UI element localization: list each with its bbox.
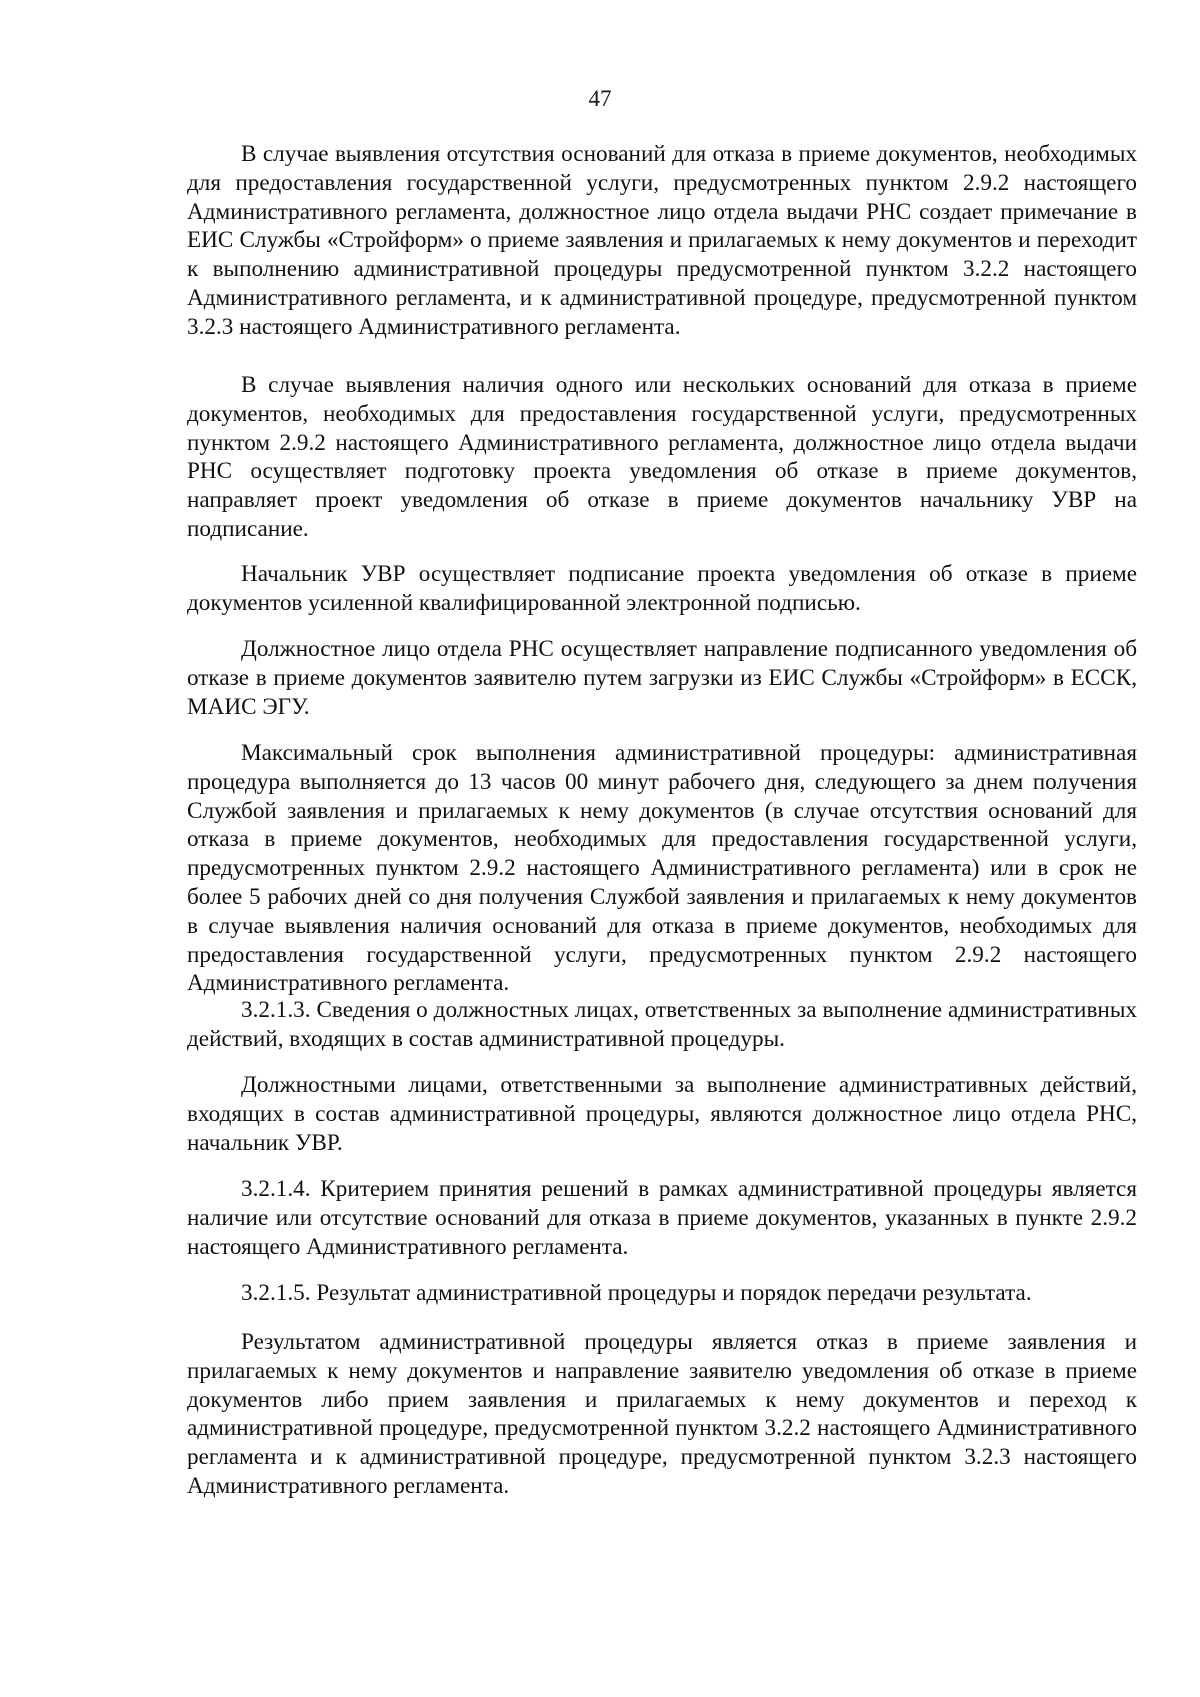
paragraph-max-term: Максимальный срок выполнения административной процедуры: административная процедура выполняется до 13 часов 00 минут рабочего дня, следующего за днем получения Службой заявления и прилагаемых к нему документов (в случае отсутствия оснований для отказа в приеме документов, необходимых для предоставления государственной услуги, предусмотренных пунктом 2.9.2 настоящего Административного регламента) или в срок не более 5 рабочих дней со дня получения Службой заявления и прилагаемых к нему документов в случае выявления наличия оснований для отказа в приеме документов, необходимых для предоставления государственной услуги, предусмотренных пунктом 2.9.2 настоящего Административного регламента. [187, 740, 1137, 997]
page-number: 47 [588, 86, 612, 111]
paragraph-acceptance: В случае выявления отсутствия оснований для отказа в приеме документов, необходимых для предоставления государственной услуги, предусмотренных пунктом 2.9.2 настоящего Административного регламента, должностное лицо отдела выдачи РНС создает примечание в ЕИС Службы «Стройформ» о приеме заявления и прилагаемых к нему документов и переходит к выполнению административной процедуры предусмотренной пунктом 3.2.2 настоящего Административного регламента, и к административной процедуре, предусмотренной пунктом 3.2.3 настоящего Административного регламента. [187, 141, 1137, 340]
paragraph-responsible-officials: Должностными лицами, ответственными за выполнение административных действий, входящих в состав административной процедуры, являются должностное лицо отдела РНС, начальник УВР. [187, 1072, 1137, 1156]
paragraph-signing: Начальник УВР осуществляет подписание проекта уведомления об отказе в приеме документов усиленной квалифицированной электронной подписью. [187, 561, 1137, 616]
paragraph-sending-notice: Должностное лицо отдела РНС осуществляет направление подписанного уведомления об отказе в приеме документов заявителю путем загрузки из ЕИС Службы «Стройформ» в ЕССК, МАИС ЭГУ. [187, 636, 1137, 720]
paragraph-result: Результатом административной процедуры является отказ в приеме заявления и прилагаемых к нему документов и направление заявителю уведомления об отказе в приеме документов либо прием заявления и прилагаемых к нему документов и переход к административной процедуре, предусмотренной пунктом 3.2.2 настоящего Административного регламента и к административной процедуре, предусмотренной пунктом 3.2.3 настоящего Административного регламента. [187, 1329, 1137, 1499]
paragraph-section-3-2-1-5: 3.2.1.5. Результат административной процедуры и порядок передачи результата. [241, 1280, 1032, 1306]
paragraph-section-3-2-1-4: 3.2.1.4. Критерием принятия решений в рамках административной процедуры является наличие или отсутствие оснований для отказа в приеме документов, указанных в пункте 2.9.2 настоящего Административного регламента. [187, 1176, 1137, 1260]
paragraph-refusal-grounds: В случае выявления наличия одного или нескольких оснований для отказа в приеме документов, необходимых для предоставления государственной услуги, предусмотренных пунктом 2.9.2 настоящего Административного регламента, должностное лицо отдела выдачи РНС осуществляет подготовку проекта уведомления об отказе в приеме документов, направляет проект уведомления об отказе в приеме документов начальнику УВР на подписание. [187, 372, 1137, 542]
paragraph-section-3-2-1-3: 3.2.1.3. Сведения о должностных лицах, ответственных за выполнение административных действий, входящих в состав административной процедуры. [187, 997, 1137, 1052]
